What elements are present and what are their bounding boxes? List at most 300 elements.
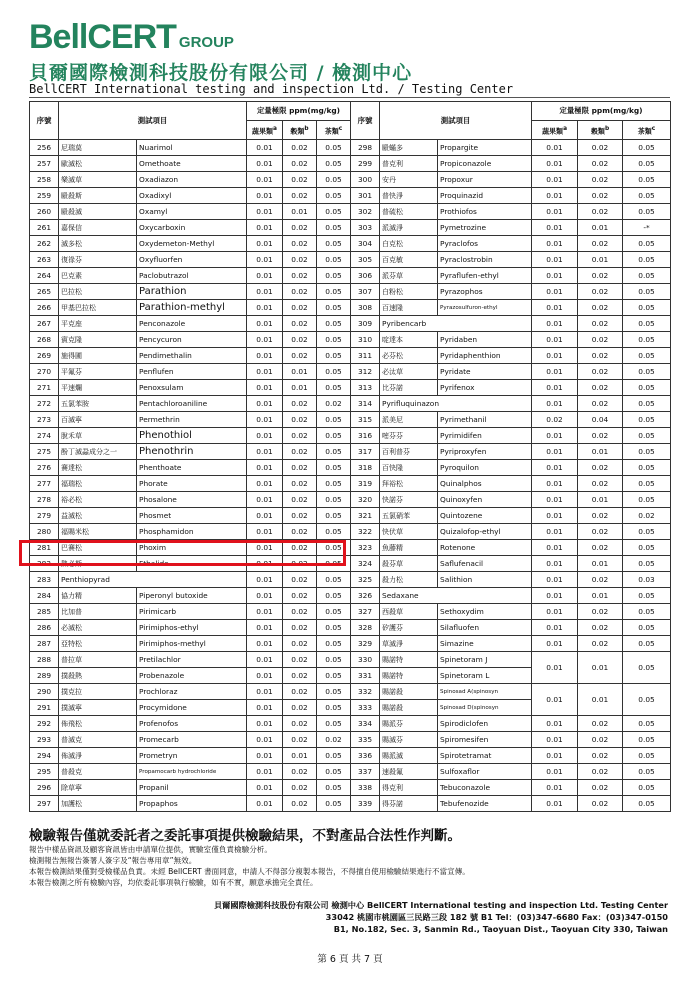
loq-vegetable: 0.01 (247, 684, 283, 700)
loq-grain: 0.02 (283, 508, 317, 524)
table-row (30, 652, 671, 668)
row-number: 309 (351, 316, 380, 332)
row-number: 308 (351, 300, 380, 316)
loq-tea: 0.05 (623, 252, 671, 268)
row-number: 280 (30, 524, 59, 540)
row-number: 265 (30, 284, 59, 300)
loq-grain: 0.02 (283, 316, 317, 332)
item-name-en: Pyriproxyfen (438, 444, 532, 460)
loq-vegetable: 0.01 (247, 796, 283, 812)
row-number: 283 (30, 572, 59, 588)
loq-grain: 0.02 (283, 268, 317, 284)
loq-vegetable: 0.01 (247, 460, 283, 476)
item-name-en: Oxamyl (137, 204, 247, 220)
item-name-cn: 普克利 (380, 156, 438, 172)
loq-vegetable: 0.01 (247, 668, 283, 684)
item-name-en: Pyrazophos (438, 284, 532, 300)
item-name-cn: 必汰草 (380, 364, 438, 380)
row-number: 289 (30, 668, 59, 684)
loq-tea: 0.05 (317, 140, 351, 156)
item-name-en: Permethrin (137, 412, 247, 428)
item-name-en: Promecarb (137, 732, 247, 748)
loq-vegetable: 0.01 (532, 172, 578, 188)
loq-vegetable: 0.02 (532, 412, 578, 428)
loq-tea: 0.05 (317, 652, 351, 668)
item-name-en: Propanil (137, 780, 247, 796)
loq-grain: 0.02 (283, 588, 317, 604)
row-number: 323 (351, 540, 380, 556)
item-name-cn: 毆殺斯 (59, 188, 137, 204)
item-name-cn: 安丹 (380, 172, 438, 188)
loq-value: 0.01 (532, 684, 578, 716)
row-number: 277 (30, 476, 59, 492)
loq-grain: 0.02 (283, 188, 317, 204)
loq-tea: 0.05 (623, 556, 671, 572)
table-row (30, 748, 671, 764)
item-name-cn: 啶達本 (380, 332, 438, 348)
item-name-cn: 派芬草 (380, 268, 438, 284)
item-name-cn: 協力精 (59, 588, 137, 604)
item-name-en: Pretilachlor (137, 652, 247, 668)
row-number: 322 (351, 524, 380, 540)
row-number: 296 (30, 780, 59, 796)
row-number: 303 (351, 220, 380, 236)
item-name-cn: 賜諾殺 (380, 684, 438, 700)
item-name-en: Pirimiphos-methyl (137, 636, 247, 652)
loq-vegetable: 0.01 (532, 316, 578, 332)
item-name-cn: 普拉草 (59, 652, 137, 668)
item-name-en: Oxydemeton-Methyl (137, 236, 247, 252)
table-row (30, 348, 671, 364)
loq-tea: 0.05 (317, 284, 351, 300)
loq-grain: 0.02 (283, 156, 317, 172)
table-row (30, 172, 671, 188)
footer-address-cn: 33042 桃園市桃園區三民路三段 182 號 B1 Tel：(03)347-6680 Fax：(03)347-0150 (325, 912, 668, 922)
table-row (30, 332, 671, 348)
table-row (30, 524, 671, 540)
item-name-en: Phenothrin (137, 444, 247, 460)
table-row (30, 188, 671, 204)
row-number: 291 (30, 700, 59, 716)
loq-tea: 0.05 (317, 572, 351, 588)
loq-grain: 0.02 (578, 508, 623, 524)
loq-vegetable: 0.01 (532, 284, 578, 300)
item-name-en: Spinetoram J (438, 652, 532, 668)
table-row (30, 796, 671, 812)
loq-grain: 0.02 (578, 284, 623, 300)
item-name-cn: 亞特松 (59, 636, 137, 652)
item-name-en: Nuarimol (137, 140, 247, 156)
bellcert-logo (29, 20, 234, 54)
item-name-en: Rotenone (438, 540, 532, 556)
loq-grain: 0.04 (578, 412, 623, 428)
item-name-en: Sulfoxaflor (438, 764, 532, 780)
loq-vegetable: 0.01 (247, 252, 283, 268)
loq-tea: 0.05 (623, 588, 671, 604)
loq-vegetable: 0.01 (247, 188, 283, 204)
loq-tea: 0.05 (317, 748, 351, 764)
loq-tea: 0.05 (317, 268, 351, 284)
row-number: 335 (351, 732, 380, 748)
loq-vegetable: 0.01 (247, 604, 283, 620)
item-name-en: Oxycarboxin (137, 220, 247, 236)
item-name-cn: 派美尼 (380, 412, 438, 428)
item-name-en: Prometryn (137, 748, 247, 764)
row-number: 294 (30, 748, 59, 764)
item-name-en: Spirotetramat (438, 748, 532, 764)
row-number: 311 (351, 348, 380, 364)
loq-vegetable: 0.01 (247, 652, 283, 668)
item-name-cn: 普滅克 (59, 732, 137, 748)
loq-grain: 0.02 (283, 460, 317, 476)
table-row (30, 636, 671, 652)
loq-grain: 0.02 (283, 300, 317, 316)
item-name-cn: 巴賽松 (59, 540, 137, 556)
table-row (30, 492, 671, 508)
loq-vegetable: 0.01 (247, 508, 283, 524)
item-name-en: Pyrimethanil (438, 412, 532, 428)
item-name-en: Pyridaphenthion (438, 348, 532, 364)
loq-grain: 0.02 (283, 732, 317, 748)
loq-grain: 0.02 (283, 444, 317, 460)
item-name-en: Penconazole (137, 316, 247, 332)
row-number: 316 (351, 428, 380, 444)
item-name-cn: 比加普 (59, 604, 137, 620)
loq-vegetable: 0.01 (532, 156, 578, 172)
loq-value: 0.01 (532, 652, 578, 684)
item-name-cn: 尼瑞莫 (59, 140, 137, 156)
row-number: 261 (30, 220, 59, 236)
item-name-en: Probenazole (137, 668, 247, 684)
loq-vegetable: 0.01 (532, 620, 578, 636)
row-number: 300 (351, 172, 380, 188)
item-name-cn: 必芬松 (380, 348, 438, 364)
loq-vegetable: 0.01 (247, 348, 283, 364)
loq-tea: 0.05 (623, 444, 671, 460)
loq-vegetable: 0.01 (532, 732, 578, 748)
loq-grain: 0.02 (578, 460, 623, 476)
footer-company: 貝爾國際檢測科技股份有限公司 檢測中心 BellCERT International testing and inspection Ltd. Testing Center (213, 900, 668, 910)
item-name-cn: 脫禾草 (59, 428, 137, 444)
loq-vegetable: 0.01 (532, 508, 578, 524)
item-name-cn: 平速爛 (59, 380, 137, 396)
row-number: 307 (351, 284, 380, 300)
row-number: 286 (30, 620, 59, 636)
loq-tea: 0.05 (623, 364, 671, 380)
row-number: 271 (30, 380, 59, 396)
loq-tea: 0.05 (317, 220, 351, 236)
loq-tea: 0.05 (623, 412, 671, 428)
item-name-en: Oxadixyl (137, 188, 247, 204)
row-number: 331 (351, 668, 380, 684)
item-name-cn: 賓克隆 (59, 332, 137, 348)
loq-grain: 0.02 (283, 700, 317, 716)
loq-tea: 0.05 (623, 796, 671, 812)
item-name-en: Pentachloroaniline (137, 396, 247, 412)
row-number: 304 (351, 236, 380, 252)
item-name-en: Tebuconazole (438, 780, 532, 796)
loq-grain: 0.02 (283, 636, 317, 652)
item-name-cn: 滅多松 (59, 236, 137, 252)
loq-grain: 0.02 (283, 140, 317, 156)
item-name-cn: 賽達松 (59, 460, 137, 476)
loq-vegetable: 0.01 (247, 172, 283, 188)
item-name-cn: 普殺克 (59, 764, 137, 780)
loq-tea: 0.05 (317, 492, 351, 508)
loq-vegetable: 0.01 (247, 204, 283, 220)
row-number: 320 (351, 492, 380, 508)
loq-grain: 0.02 (283, 604, 317, 620)
loq-grain: 0.02 (283, 764, 317, 780)
loq-tea: 0.05 (317, 700, 351, 716)
row-number: 305 (351, 252, 380, 268)
loq-vegetable: 0.01 (532, 796, 578, 812)
item-name-en: Propargite (438, 140, 532, 156)
row-number: 266 (30, 300, 59, 316)
table-row (30, 572, 671, 588)
loq-value: 0.01 (578, 652, 623, 684)
loq-vegetable: 0.01 (247, 524, 283, 540)
loq-tea: 0.05 (317, 348, 351, 364)
item-name-en: Profenofos (137, 716, 247, 732)
item-name-cn: 賜諾特 (380, 668, 438, 684)
loq-tea: 0.05 (623, 476, 671, 492)
loq-vegetable: 0.01 (247, 444, 283, 460)
loq-tea: 0.05 (317, 764, 351, 780)
item-name-cn: 矽護芬 (380, 620, 438, 636)
item-name-cn: 拜裕松 (380, 476, 438, 492)
row-number: 284 (30, 588, 59, 604)
loq-tea: 0.05 (623, 348, 671, 364)
loq-grain: 0.02 (283, 524, 317, 540)
loq-tea: 0.05 (623, 428, 671, 444)
item-name-cn: 樂滅草 (59, 172, 137, 188)
loq-tea: 0.05 (623, 620, 671, 636)
item-name-en: Propaphos (137, 796, 247, 812)
item-name-cn: 福賜米松 (59, 524, 137, 540)
row-number: 288 (30, 652, 59, 668)
loq-grain: 0.02 (578, 716, 623, 732)
item-name-en: Phosmet (137, 508, 247, 524)
item-name-en: Pencycuron (137, 332, 247, 348)
table-row (30, 220, 671, 236)
row-number: 313 (351, 380, 380, 396)
row-number: 295 (30, 764, 59, 780)
row-number: 298 (351, 140, 380, 156)
loq-vegetable: 0.01 (532, 428, 578, 444)
loq-vegetable: 0.01 (247, 636, 283, 652)
item-name-en: Omethoate (137, 156, 247, 172)
table-row (30, 444, 671, 460)
loq-grain: 0.02 (578, 780, 623, 796)
loq-vegetable: 0.01 (532, 380, 578, 396)
loq-tea: 0.05 (317, 796, 351, 812)
item-name-cn: 賜派滅 (380, 748, 438, 764)
loq-tea: 0.05 (623, 204, 671, 220)
loq-tea: 0.05 (623, 540, 671, 556)
loq-grain: 0.02 (578, 636, 623, 652)
item-name-cn: 平氟芬 (59, 364, 137, 380)
item-name-en: Paclobutrazol (137, 268, 247, 284)
item-name-en: Propoxur (438, 172, 532, 188)
loq-tea: 0.05 (623, 604, 671, 620)
item-name-en: Phosalone (137, 492, 247, 508)
row-number: 297 (30, 796, 59, 812)
item-name-cn: 速殺氟 (380, 764, 438, 780)
loq-grain: 0.02 (578, 204, 623, 220)
loq-tea: 0.05 (317, 252, 351, 268)
item-name-cn: 五氯苯胺 (59, 396, 137, 412)
loq-grain: 0.02 (283, 428, 317, 444)
item-name-en: Phorate (137, 476, 247, 492)
row-number: 267 (30, 316, 59, 332)
loq-vegetable: 0.01 (532, 220, 578, 236)
item-name-en: Phenothiol (137, 428, 247, 444)
item-name-cn: 賜派芬 (380, 716, 438, 732)
loq-vegetable: 0.01 (247, 268, 283, 284)
table-row (30, 780, 671, 796)
loq-vegetable: 0.01 (532, 188, 578, 204)
table-row (30, 732, 671, 748)
loq-vegetable: 0.01 (247, 236, 283, 252)
row-number: 336 (351, 748, 380, 764)
row-number: 312 (351, 364, 380, 380)
loq-tea: 0.05 (317, 588, 351, 604)
loq-grain: 0.02 (283, 652, 317, 668)
loq-grain: 0.02 (578, 300, 623, 316)
row-number: 339 (351, 796, 380, 812)
loq-grain: 0.01 (578, 556, 623, 572)
loq-tea: -* (623, 220, 671, 236)
loq-grain: 0.02 (283, 412, 317, 428)
item-name-cn: 得克利 (380, 780, 438, 796)
loq-tea: 0.05 (317, 620, 351, 636)
row-number: 272 (30, 396, 59, 412)
header-seq: 序號 (351, 102, 380, 140)
loq-tea: 0.05 (317, 604, 351, 620)
item-name-en: Sethoxydim (438, 604, 532, 620)
note-line: 本報告檢測結果僅對受檢樣品負責。未經 BellCERT 書面同意，申請人不得部分複製本報告，不得擅自使用檢驗結果進行不當宣傳。 (29, 867, 470, 876)
loq-grain: 0.02 (578, 268, 623, 284)
loq-tea: 0.05 (317, 636, 351, 652)
loq-grain: 0.02 (578, 476, 623, 492)
item-name-cn: 加護松 (59, 796, 137, 812)
loq-tea: 0.05 (317, 780, 351, 796)
loq-tea: 0.05 (317, 540, 351, 556)
row-number: 285 (30, 604, 59, 620)
item-name-cn: 賜諾殺 (380, 700, 438, 716)
item-name-cn: 佈飛松 (59, 716, 137, 732)
item-name-cn: 比芬諾 (380, 380, 438, 396)
loq-vegetable: 0.01 (247, 300, 283, 316)
item-name-en: Spinetoram L (438, 668, 532, 684)
loq-grain: 0.02 (578, 236, 623, 252)
loq-vegetable: 0.01 (247, 556, 283, 572)
loq-vegetable: 0.01 (532, 396, 578, 412)
row-number: 329 (351, 636, 380, 652)
header-item: 測試項目 (380, 102, 532, 140)
loq-vegetable: 0.01 (247, 428, 283, 444)
loq-grain: 0.02 (283, 684, 317, 700)
loq-value: 0.05 (623, 652, 671, 684)
loq-tea: 0.05 (623, 380, 671, 396)
note-line: 檢測報告無報告簽署人簽字及“報告專用章”無效。 (29, 856, 197, 865)
table-header-row (30, 102, 671, 121)
row-number: 282 (30, 556, 59, 572)
loq-tea: 0.05 (317, 556, 351, 572)
loq-tea: 0.05 (317, 204, 351, 220)
loq-tea: 0.05 (623, 460, 671, 476)
loq-value: 0.01 (578, 684, 623, 716)
loq-tea: 0.02 (623, 508, 671, 524)
item-name-en: Quinoxyfen (438, 492, 532, 508)
loq-grain: 0.02 (283, 396, 317, 412)
highlight-box-phoxim (19, 540, 346, 566)
loq-tea: 0.05 (317, 668, 351, 684)
item-name-cn: 撲克拉 (59, 684, 137, 700)
item-name-cn: 白粉松 (380, 284, 438, 300)
loq-grain: 0.01 (578, 444, 623, 460)
item-name-en: Pyrimidifen (438, 428, 532, 444)
row-number: 321 (351, 508, 380, 524)
loq-grain: 0.02 (578, 540, 623, 556)
row-number: 326 (351, 588, 380, 604)
item-name-cn: 嘧芬芬 (380, 428, 438, 444)
loq-tea: 0.05 (317, 460, 351, 476)
item-name-en: Pirimiphos-ethyl (137, 620, 247, 636)
item-name-cn: 甲基巴拉松 (59, 300, 137, 316)
loq-grain: 0.02 (578, 524, 623, 540)
loq-vegetable: 0.01 (247, 412, 283, 428)
loq-tea: 0.05 (623, 268, 671, 284)
header-tea: 茶類$^c$ (623, 121, 671, 140)
row-number: 330 (351, 652, 380, 668)
loq-vegetable: 0.01 (532, 764, 578, 780)
loq-grain: 0.02 (283, 284, 317, 300)
loq-vegetable: 0.01 (532, 636, 578, 652)
loq-tea: 0.05 (623, 332, 671, 348)
loq-vegetable: 0.01 (532, 748, 578, 764)
item-name-en: Pyraclostrobin (438, 252, 532, 268)
loq-grain: 0.02 (578, 396, 623, 412)
row-number: 260 (30, 204, 59, 220)
loq-vegetable: 0.01 (247, 332, 283, 348)
table-row (30, 588, 671, 604)
loq-value: 0.05 (623, 684, 671, 716)
loq-tea: 0.05 (623, 732, 671, 748)
loq-tea: 0.05 (317, 476, 351, 492)
item-name-en: Spirodiclofen (438, 716, 532, 732)
item-name-cn: 撲滅寧 (59, 700, 137, 716)
loq-vegetable: 0.01 (247, 364, 283, 380)
row-number: 292 (30, 716, 59, 732)
loq-vegetable: 0.01 (247, 220, 283, 236)
row-number: 258 (30, 172, 59, 188)
loq-vegetable: 0.01 (247, 380, 283, 396)
loq-vegetable: 0.01 (247, 540, 283, 556)
item-name-en: Propiconazole (438, 156, 532, 172)
item-name-cn: 巴拉松 (59, 284, 137, 300)
loq-tea: 0.05 (317, 316, 351, 332)
loq-grain: 0.02 (578, 796, 623, 812)
row-number: 281 (30, 540, 59, 556)
loq-grain: 0.02 (283, 332, 317, 348)
table-row (30, 684, 671, 700)
header-grain: 穀類$^b$ (283, 121, 317, 140)
row-number: 314 (351, 396, 380, 412)
item-name-en: Silafluofen (438, 620, 532, 636)
loq-vegetable: 0.01 (247, 492, 283, 508)
